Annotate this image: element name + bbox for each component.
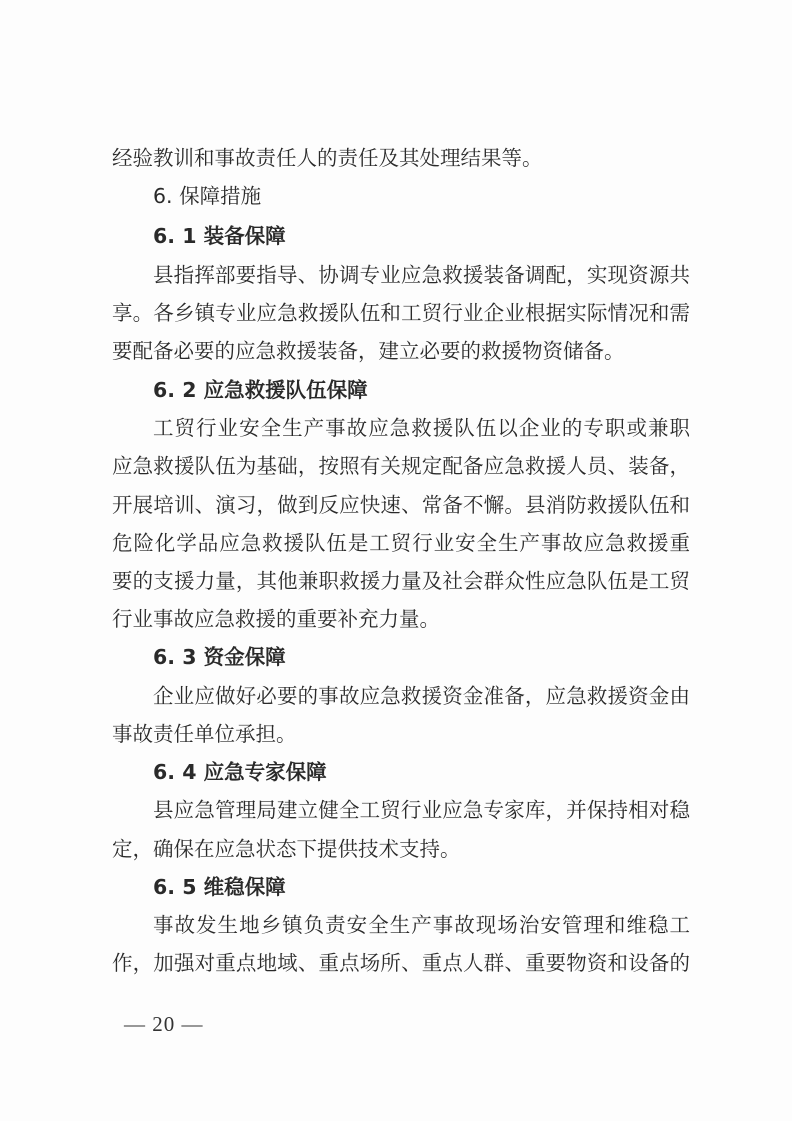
paragraph-line: 企业应做好必要的事故应急救援资金准备，应急救援资金由: [153, 684, 690, 708]
paragraph-line: 经验教训和事故责任人的责任及其处理结果等。: [112, 146, 543, 170]
paragraph-line: 开展培训、演习，做到反应快速、常备不懈。县消防救援队伍和: [112, 493, 690, 517]
paragraph-line: 县指挥部要指导、协调专业应急救援装备调配，实现资源共: [153, 263, 690, 287]
page-number: — 20 —: [124, 1012, 204, 1036]
paragraph-line: 危险化学品应急救援队伍是工贸行业安全生产事故应急救援重: [112, 531, 690, 555]
paragraph-line: 行业事故应急救援的重要补充力量。: [112, 607, 440, 631]
subsection-heading-6-2: 6. 2 应急救援队伍保障: [153, 378, 368, 402]
subsection-heading-6-5: 6. 5 维稳保障: [153, 875, 286, 899]
section-heading-6: 6. 保障措施: [153, 184, 262, 208]
paragraph-line: 工贸行业安全生产事故应急救援队伍以企业的专职或兼职: [153, 416, 690, 440]
paragraph-line: 事故责任单位承担。: [112, 722, 297, 746]
subsection-heading-6-1: 6. 1 装备保障: [153, 224, 286, 248]
paragraph-line: 应急救援队伍为基础，按照有关规定配备应急救援人员、装备，: [112, 454, 690, 478]
paragraph-line: 要配备必要的应急救援装备，建立必要的救援物资储备。: [112, 339, 625, 363]
paragraph-line: 享。各乡镇专业应急救援队伍和工贸行业企业根据实际情况和需: [112, 301, 690, 325]
paragraph-line: 定，确保在应急状态下提供技术支持。: [112, 837, 461, 861]
paragraph-line: 事故发生地乡镇负责安全生产事故现场治安管理和维稳工: [153, 913, 690, 937]
subsection-heading-6-4: 6. 4 应急专家保障: [153, 760, 327, 784]
paragraph-line: 作，加强对重点地域、重点场所、重点人群、重要物资和设备的: [112, 951, 690, 975]
paragraph-line: 要的支援力量，其他兼职救援力量及社会群众性应急队伍是工贸: [112, 569, 690, 593]
subsection-heading-6-3: 6. 3 资金保障: [153, 645, 286, 669]
paragraph-line: 县应急管理局建立健全工贸行业应急专家库，并保持相对稳: [153, 798, 690, 822]
